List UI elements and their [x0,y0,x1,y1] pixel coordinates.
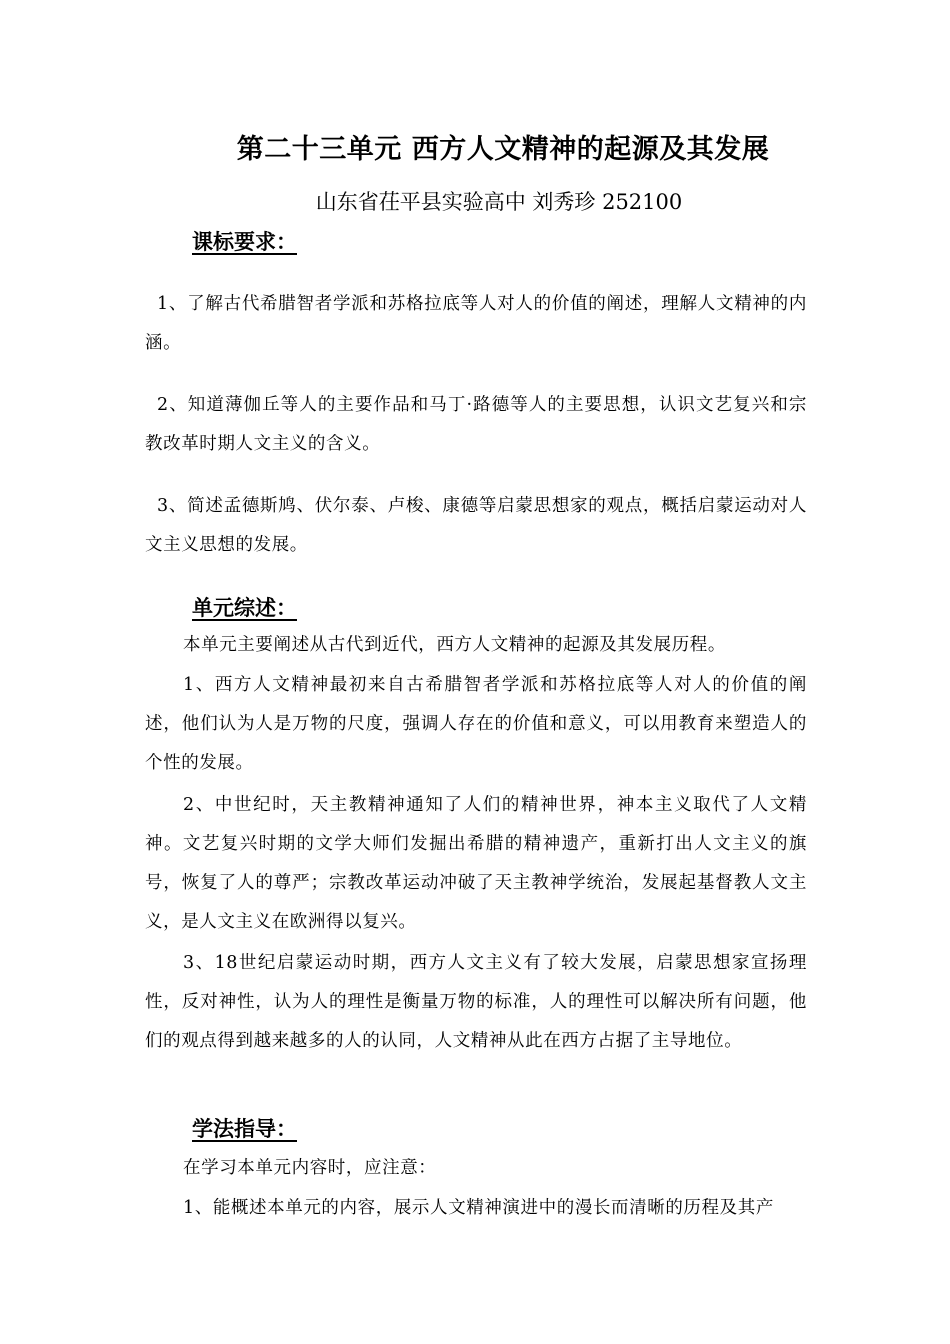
overview-intro: 本单元主要阐述从古代到近代，西方人文精神的起源及其发展历程。 [183,635,726,655]
section-heading-study-guide: 学法指导： [192,1117,297,1141]
overview-point-3: 3、18世纪启蒙运动时期，西方人文主义有了较大发展，启蒙思想家宣扬理性，反对神性，认为人的理性是衡量万物的标准，人的理性可以解决所有问题，他们的观点得到越来越多的人的认同，人文精神从此在西方占据了主导地位。 [145,953,807,1051]
study-guide-point-1: 1、能概述本单元的内容，展示人文精神演进中的漫长而清晰的历程及其产 [183,1198,774,1218]
document-title: 第二十三单元 西方人文精神的起源及其发展 [236,134,770,165]
overview-point-2: 2、中世纪时，天主教精神通知了人们的精神世界，神本主义取代了人文精神。文艺复兴时期的文学大师们发掘出希腊的精神遗产，重新打出人文主义的旗号，恢复了人的尊严；宗教改革运动冲破了天主教神学统治，发展起基督教人文主义，是人文主义在欧洲得以复兴。 [145,795,807,932]
section-heading-overview: 单元综述： [192,596,297,620]
document-author-line: 山东省茌平县实验高中 刘秀珍 252100 [315,190,683,214]
study-guide-intro: 在学习本单元内容时，应注意： [183,1158,437,1178]
section-heading-curriculum: 课标要求： [192,230,297,254]
curriculum-item-3: 3、简述孟德斯鸠、伏尔泰、卢梭、康德等启蒙思想家的观点，概括启蒙运动对人文主义思想的发展。 [145,496,807,555]
curriculum-item-1: 1、了解古代希腊智者学派和苏格拉底等人对人的价值的阐述，理解人文精神的内涵。 [145,294,807,353]
curriculum-item-2: 2、知道薄伽丘等人的主要作品和马丁·路德等人的主要思想，认识文艺复兴和宗教改革时期人文主义的含义。 [145,395,807,454]
overview-point-1: 1、西方人文精神最初来自古希腊智者学派和苏格拉底等人对人的价值的阐述，他们认为人是万物的尺度，强调人存在的价值和意义，可以用教育来塑造人的个性的发展。 [145,675,807,773]
